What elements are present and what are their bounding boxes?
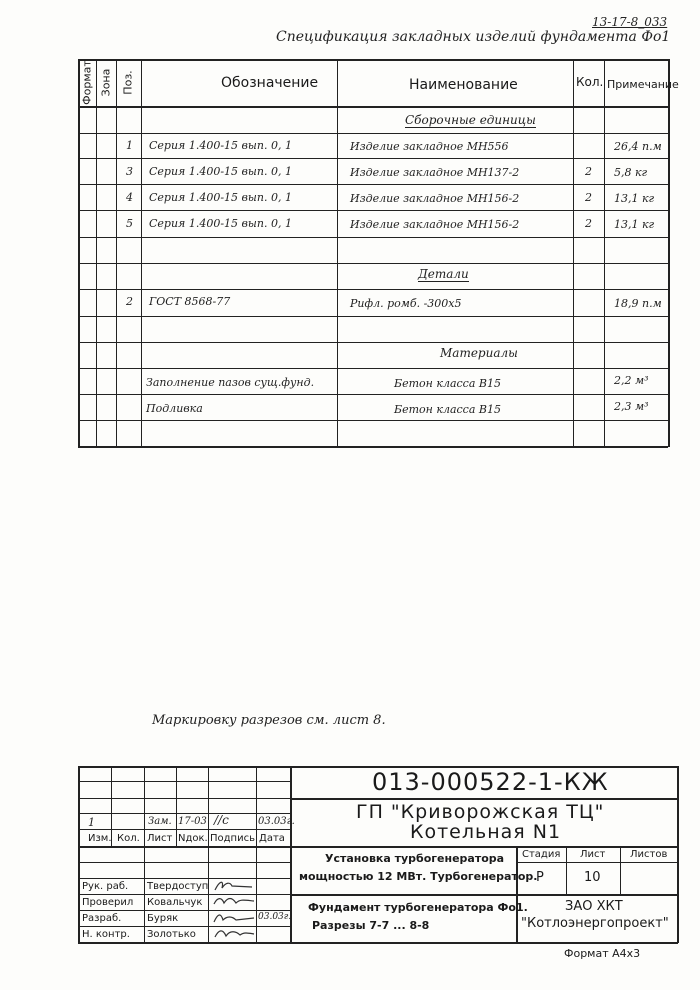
col-podpis: Подпись (210, 833, 255, 844)
company-line1: ЗАО ХКТ (565, 899, 623, 914)
col-qty: Кол. (576, 75, 604, 89)
spec-title: Спецификация закладных изделий фундамента Фо1 (276, 29, 671, 45)
org-line2: Котельная N1 (410, 821, 562, 843)
project-line1: Установка турбогенератора (325, 852, 505, 865)
section-details: Детали (418, 267, 469, 281)
format-label: Формат А4х3 (564, 947, 641, 960)
signature-2 (212, 894, 256, 910)
row-designation: Серия 1.400-15 вып. 0, 1 (149, 139, 292, 152)
signature-3 (212, 910, 256, 926)
row-qty: 2 (585, 165, 592, 178)
list-value: 10 (584, 870, 601, 885)
row-pos: 1 (126, 139, 133, 152)
row-name: Бетон класса В15 (394, 403, 501, 416)
list-label: Лист (580, 849, 606, 860)
role-label: Рук. раб. (82, 881, 129, 892)
row-note: 26,4 п.м (614, 140, 662, 153)
row-note: 5,8 кг (614, 166, 648, 179)
row-note: 2,2 м³ (614, 374, 649, 387)
project-line2: мощностью 12 МВт. Турбогенератор. (299, 870, 538, 883)
row-note: 2,3 м³ (614, 400, 649, 413)
row-pos: 2 (126, 295, 133, 308)
role-name: Ковальчук (147, 897, 203, 908)
role-label: Н. контр. (82, 929, 130, 940)
company-line2: "Котлоэнергопроект" (521, 916, 669, 931)
row-designation: Заполнение пазов сущ.фунд. (146, 376, 315, 389)
row-designation: Подливка (146, 402, 203, 415)
corner-code: 13-17-8_033 (592, 15, 668, 29)
role-label: Разраб. (82, 913, 122, 924)
role-name: Твердоступ (147, 881, 209, 892)
section-assemblies: Сборочные единицы (405, 113, 536, 127)
col-name: Наименование (409, 77, 518, 93)
sheet-line1: Фундамент турбогенератора Фо1. (308, 901, 528, 914)
col-pos: Поз. (121, 70, 135, 95)
row-name: Изделие закладное МН556 (350, 140, 509, 153)
row-qty: 2 (585, 191, 592, 204)
row-name: Рифл. ромб. -300x5 (350, 297, 462, 310)
row-name: Изделие закладное МН156-2 (350, 218, 520, 231)
col-designation: Обозначение (221, 75, 319, 91)
role-label: Проверил (82, 897, 134, 908)
col-izm: Изм. (88, 833, 112, 844)
row-pos: 4 (126, 191, 133, 204)
col-list: Лист (147, 833, 173, 844)
row-designation: Серия 1.400-15 вып. 0, 1 (149, 217, 292, 230)
lists-label: Листов (630, 849, 668, 860)
role-date: 03.03г. (258, 912, 292, 922)
rev-num: 1 (88, 816, 95, 829)
row-pos: 5 (126, 217, 133, 230)
doc-code: 013-000522-1-КЖ (372, 768, 609, 796)
row-pos: 3 (126, 165, 133, 178)
rev-date: 03.03г. (258, 816, 295, 827)
row-note: 18,9 п.м (614, 297, 662, 310)
sheet-line2: Разрезы 7-7 ... 8-8 (312, 919, 430, 932)
col-zone: Зона (99, 68, 113, 97)
section-materials: Материалы (440, 346, 518, 360)
col-kol: Кол. (117, 833, 140, 844)
org-line1: ГП "Криворожская ТЦ" (356, 801, 605, 823)
row-name: Бетон класса В15 (394, 377, 501, 390)
stage-label: Стадия (522, 849, 561, 860)
row-note: 13,1 кг (614, 218, 655, 231)
signature-1 (212, 878, 256, 894)
row-name: Изделие закладное МН137-2 (350, 166, 520, 179)
role-name: Золотько (147, 929, 196, 940)
row-qty: 2 (585, 217, 592, 230)
rev-doc: 17-03 (178, 816, 207, 827)
role-name: Буряк (147, 913, 179, 924)
col-format: Формат (80, 60, 94, 105)
rev-type: Зам. (148, 816, 172, 827)
rev-sign: //с (214, 813, 229, 827)
col-note: Примечание (607, 78, 679, 91)
stage-value: Р (536, 870, 544, 885)
row-designation: ГОСТ 8568-77 (149, 295, 231, 308)
col-ndok: Nдок. (178, 833, 208, 844)
row-designation: Серия 1.400-15 вып. 0, 1 (149, 165, 292, 178)
row-designation: Серия 1.400-15 вып. 0, 1 (149, 191, 292, 204)
marking-note: Маркировку разрезов см. лист 8. (152, 713, 386, 728)
col-data: Дата (259, 833, 285, 844)
signature-4 (212, 926, 256, 942)
row-name: Изделие закладное МН156-2 (350, 192, 520, 205)
row-note: 13,1 кг (614, 192, 655, 205)
